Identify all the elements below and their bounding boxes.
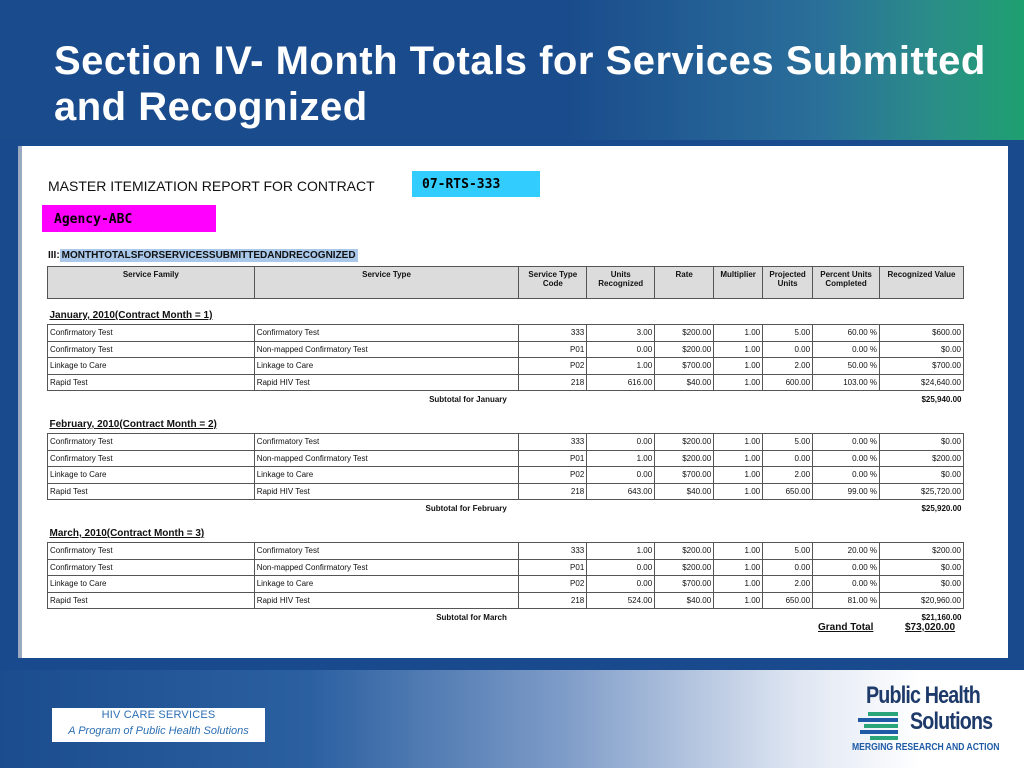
table-cell: 0.00 — [587, 576, 655, 593]
logo-bars-icon — [858, 712, 910, 742]
subtotal-row — [48, 500, 964, 517]
table-cell: Confirmatory Test — [48, 559, 255, 576]
table-cell: 1.00 — [714, 434, 763, 451]
table-cell: 0.00 % — [813, 434, 880, 451]
month-label: March, 2010(Contract Month = 3) — [49, 528, 205, 539]
table-cell: 333 — [519, 434, 587, 451]
table-cell: 1.00 — [714, 483, 763, 500]
table-cell: 333 — [519, 325, 587, 342]
table-cell: 0.00 % — [813, 559, 880, 576]
table-cell: 1.00 — [714, 325, 763, 342]
grand-total-label: Grand Total — [818, 622, 874, 633]
table-header-row — [48, 267, 964, 299]
table-row — [48, 483, 964, 500]
table-cell: 2.00 — [763, 358, 813, 375]
table-cell: 0.00 % — [813, 576, 880, 593]
column-header: Units Recognized — [587, 267, 655, 299]
table-cell: $700.00 — [655, 467, 714, 484]
table-cell: Linkage to Care — [48, 358, 255, 375]
table-cell: 0.00 — [587, 434, 655, 451]
table-cell: $200.00 — [655, 559, 714, 576]
table-cell: $0.00 — [880, 576, 964, 593]
program-banner — [52, 708, 265, 742]
table-cell: 524.00 — [587, 592, 655, 609]
table-cell: $0.00 — [880, 467, 964, 484]
report-title: MASTER ITEMIZATION REPORT FOR CONTRACT — [48, 178, 375, 194]
table-cell: Linkage to Care — [254, 467, 519, 484]
subtotal-value: $25,940.00 — [921, 394, 962, 404]
table-row — [48, 374, 964, 391]
table-cell: P01 — [519, 341, 587, 358]
table-cell: $200.00 — [655, 543, 714, 560]
table-cell: P01 — [519, 559, 587, 576]
table-cell: 2.00 — [763, 576, 813, 593]
table-cell: 5.00 — [763, 434, 813, 451]
table-cell: 643.00 — [587, 483, 655, 500]
month-header-row — [48, 412, 964, 434]
table-cell: P02 — [519, 467, 587, 484]
column-header: Service Type — [254, 267, 519, 299]
month-label: February, 2010(Contract Month = 2) — [49, 419, 217, 430]
table-cell: P02 — [519, 576, 587, 593]
table-cell: 5.00 — [763, 325, 813, 342]
table-cell: $24,640.00 — [880, 374, 964, 391]
table-cell: 0.00 — [587, 559, 655, 576]
table-cell: 0.00 — [763, 450, 813, 467]
table-cell: 1.00 — [714, 450, 763, 467]
table-cell: $600.00 — [880, 325, 964, 342]
table-cell: Confirmatory Test — [254, 325, 519, 342]
table-cell: Linkage to Care — [48, 467, 255, 484]
logo-tagline: MERGING RESEARCH AND ACTION — [852, 742, 1000, 753]
program-subtitle: A Program of Public Health Solutions — [68, 725, 249, 737]
subtotal-label: Subtotal for February — [425, 503, 507, 513]
section-prefix: III: — [48, 250, 60, 261]
table-cell: 1.00 — [587, 450, 655, 467]
table-cell: Non-mapped Confirmatory Test — [254, 341, 519, 358]
table-cell: $200.00 — [880, 543, 964, 560]
table-cell: 218 — [519, 483, 587, 500]
table-cell: $0.00 — [880, 559, 964, 576]
logo-line2: Solutions — [910, 708, 993, 735]
table-cell: Rapid HIV Test — [254, 483, 519, 500]
month-header-row — [48, 303, 964, 325]
table-cell: 218 — [519, 374, 587, 391]
section-label — [48, 250, 358, 261]
table-cell: 1.00 — [714, 559, 763, 576]
agency-badge: Agency-ABC — [42, 205, 216, 232]
table-cell: Linkage to Care — [254, 576, 519, 593]
table-cell: 50.00 % — [813, 358, 880, 375]
column-header: Service Type Code — [519, 267, 587, 299]
table-cell: $40.00 — [655, 592, 714, 609]
table-cell: 333 — [519, 543, 587, 560]
table-cell: $200.00 — [655, 341, 714, 358]
column-header: Projected Units — [763, 267, 813, 299]
table-cell: 20.00 % — [813, 543, 880, 560]
table-cell: $40.00 — [655, 374, 714, 391]
table-row — [48, 467, 964, 484]
column-header: Service Family — [48, 267, 255, 299]
table-cell: 1.00 — [714, 543, 763, 560]
table-cell: 1.00 — [714, 592, 763, 609]
table-cell: $200.00 — [880, 450, 964, 467]
table-cell: Linkage to Care — [48, 576, 255, 593]
table-cell: 1.00 — [714, 358, 763, 375]
table-cell: 5.00 — [763, 543, 813, 560]
table-row — [48, 543, 964, 560]
table-cell: Confirmatory Test — [48, 341, 255, 358]
table-cell: Confirmatory Test — [48, 325, 255, 342]
table-cell: 0.00 % — [813, 467, 880, 484]
table-cell: 0.00 — [587, 341, 655, 358]
table-cell: 0.00 — [587, 467, 655, 484]
month-header-row — [48, 521, 964, 543]
table-cell: 0.00 — [763, 559, 813, 576]
table-cell: P01 — [519, 450, 587, 467]
subtotal-value: $25,920.00 — [921, 503, 962, 513]
table-cell: 103.00 % — [813, 374, 880, 391]
grand-total-value: $73,020.00 — [905, 622, 956, 633]
public-health-solutions-logo — [852, 680, 1012, 760]
subtotal-label: Subtotal for January — [429, 394, 507, 404]
section-name: MONTHTOTALSFORSERVICESSUBMITTEDANDRECOGNIZED — [61, 250, 356, 261]
table-cell: 1.00 — [587, 358, 655, 375]
table-cell: 60.00 % — [813, 325, 880, 342]
table-cell: $20,960.00 — [880, 592, 964, 609]
table-cell: 81.00 % — [813, 592, 880, 609]
table-cell: Rapid Test — [48, 592, 255, 609]
table-cell: 1.00 — [714, 374, 763, 391]
table-cell: Confirmatory Test — [48, 543, 255, 560]
table-cell: $700.00 — [880, 358, 964, 375]
table-cell: 99.00 % — [813, 483, 880, 500]
table-cell: Non-mapped Confirmatory Test — [254, 450, 519, 467]
itemization-table — [47, 266, 964, 626]
table-cell: Confirmatory Test — [48, 434, 255, 451]
table-cell: Rapid Test — [48, 374, 255, 391]
subtotal-value: $21,160.00 — [921, 612, 962, 622]
table-cell: 0.00 — [763, 341, 813, 358]
month-label: January, 2010(Contract Month = 1) — [49, 310, 213, 321]
column-header: Recognized Value — [880, 267, 964, 299]
table-cell: $200.00 — [655, 450, 714, 467]
table-cell: 2.00 — [763, 467, 813, 484]
program-name: HIV CARE SERVICES — [101, 709, 216, 721]
table-cell: $25,720.00 — [880, 483, 964, 500]
column-header: Multiplier — [714, 267, 763, 299]
table-row — [48, 434, 964, 451]
logo-line1: Public Health — [866, 682, 981, 709]
table-cell: 650.00 — [763, 483, 813, 500]
table-cell: $0.00 — [880, 434, 964, 451]
subtotal-label: Subtotal for March — [436, 612, 507, 622]
table-cell: $200.00 — [655, 434, 714, 451]
column-header: Rate — [655, 267, 714, 299]
table-cell: 0.00 % — [813, 450, 880, 467]
table-row — [48, 576, 964, 593]
contract-id-badge: 07-RTS-333 — [412, 171, 540, 197]
table-cell: 218 — [519, 592, 587, 609]
table-cell: Rapid HIV Test — [254, 374, 519, 391]
table-cell: 1.00 — [714, 576, 763, 593]
table-cell: 1.00 — [714, 467, 763, 484]
report-panel — [18, 146, 1008, 658]
table-cell: 0.00 % — [813, 341, 880, 358]
table-cell: Confirmatory Test — [48, 450, 255, 467]
table-row — [48, 450, 964, 467]
table-cell: $200.00 — [655, 325, 714, 342]
table-cell: Non-mapped Confirmatory Test — [254, 559, 519, 576]
table-cell: Confirmatory Test — [254, 543, 519, 560]
table-cell: $40.00 — [655, 483, 714, 500]
table-cell: P02 — [519, 358, 587, 375]
table-cell: $700.00 — [655, 576, 714, 593]
table-cell: $0.00 — [880, 341, 964, 358]
table-cell: 616.00 — [587, 374, 655, 391]
slide-title: Section IV- Month Totals for Services Submitted and Recognized — [54, 39, 986, 129]
table-row — [48, 592, 964, 609]
table-cell: $700.00 — [655, 358, 714, 375]
table-row — [48, 358, 964, 375]
table-cell: Confirmatory Test — [254, 434, 519, 451]
table-cell: 600.00 — [763, 374, 813, 391]
table-cell: Linkage to Care — [254, 358, 519, 375]
table-cell: 1.00 — [714, 341, 763, 358]
table-row — [48, 325, 964, 342]
table-cell: Rapid HIV Test — [254, 592, 519, 609]
table-row — [48, 341, 964, 358]
table-cell: 1.00 — [587, 543, 655, 560]
subtotal-row — [48, 391, 964, 408]
table-cell: 3.00 — [587, 325, 655, 342]
table-cell: 650.00 — [763, 592, 813, 609]
table-row — [48, 559, 964, 576]
table-cell: Rapid Test — [48, 483, 255, 500]
column-header: Percent Units Completed — [813, 267, 880, 299]
